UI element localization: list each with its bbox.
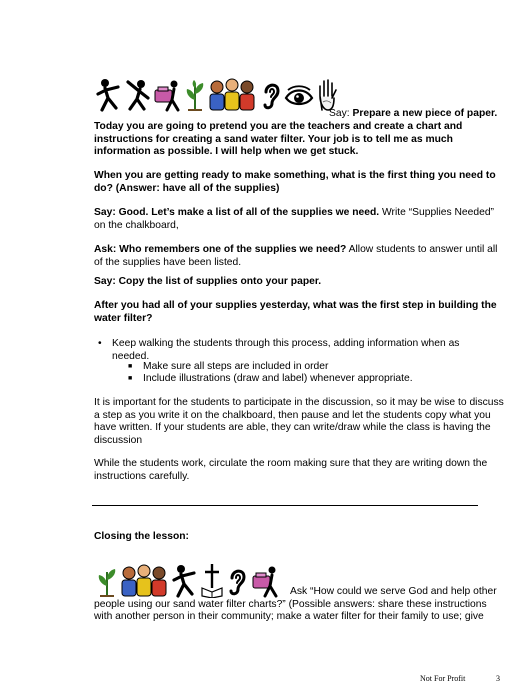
participation-paragraph: It is important for the students to participate in the discussion, so it may be wise to discuss a step as you write it on the chalkboard, then pause and let the students copy what you have written. If your students are able, they can write/draw while the class is having the discussion [94, 397, 504, 446]
running-figure-icon [96, 78, 122, 112]
hand-icon [316, 78, 338, 112]
say-copy-list: Say: Copy the list of supplies onto your paper. [94, 276, 322, 287]
ear-icon [260, 78, 282, 112]
ask-supplies-rest: Allow students to answer until all of the supplies have been listed. [94, 244, 498, 268]
intro-paragraph: Today you are going to pretend you are the teachers and create a chart and instructions for creating a sand water filter. Your job is to tell me as much information as possible. I will help when we get stuck. [94, 121, 463, 158]
plant-sprout-icon [184, 78, 206, 112]
footer-not-for-profit: Not For Profit [420, 674, 466, 683]
bag-carry-icon [152, 78, 182, 112]
intro-say-bold: Prepare a new piece of paper. [352, 108, 498, 119]
question-first-step: After you had all of your supplies yesterday, what was the first step in building the water filter? [94, 300, 497, 324]
closing-heading: Closing the lesson: [94, 531, 189, 542]
sub-bullet-steps-order: Make sure all steps are included in order [143, 361, 329, 372]
circulate-paragraph: While the students work, circulate the room making sure that they are writing down the instructions carefully. [94, 458, 488, 482]
page-number: 3 [496, 674, 500, 683]
ask-closing-question: Ask “How could we serve God and help other people using our sand water filter charts?” (Possible answers: share these instructions with another person in their community; make a water filter for their family to use; give [94, 586, 497, 623]
say-supply-list-bold: Say: Good. Let’s make a list of all of the supplies we need. [94, 207, 380, 218]
say-supply-list [94, 207, 504, 232]
ask-supplies [94, 244, 504, 269]
say-supply-list-rest: Write “Supplies Needed” on the chalkboard, [94, 207, 494, 231]
ask-supplies-bold: Ask: Who remembers one of the supplies we need? [94, 244, 347, 255]
section-divider [92, 505, 478, 506]
intro-say-line [329, 108, 519, 121]
icon-strip-top [96, 78, 338, 112]
intro-say-label: Say: [329, 108, 353, 119]
children-group-icon [208, 78, 258, 112]
sub-bullet-marker: ■ [128, 363, 133, 370]
eye-icon [284, 78, 314, 112]
sub-bullet-illustrations: Include illustrations (draw and label) whenever appropriate. [143, 373, 413, 384]
question-first-thing: When you are getting ready to make something, what is the first thing you need to do? (Answer: have all of the supplies) [94, 170, 496, 194]
sub-bullet-marker: ■ [128, 375, 133, 382]
lifting-figure-icon [124, 78, 150, 112]
bullet-walk-through: Keep walking the students through this process, adding information when as needed. [112, 338, 460, 362]
bullet-marker: • [98, 338, 102, 349]
